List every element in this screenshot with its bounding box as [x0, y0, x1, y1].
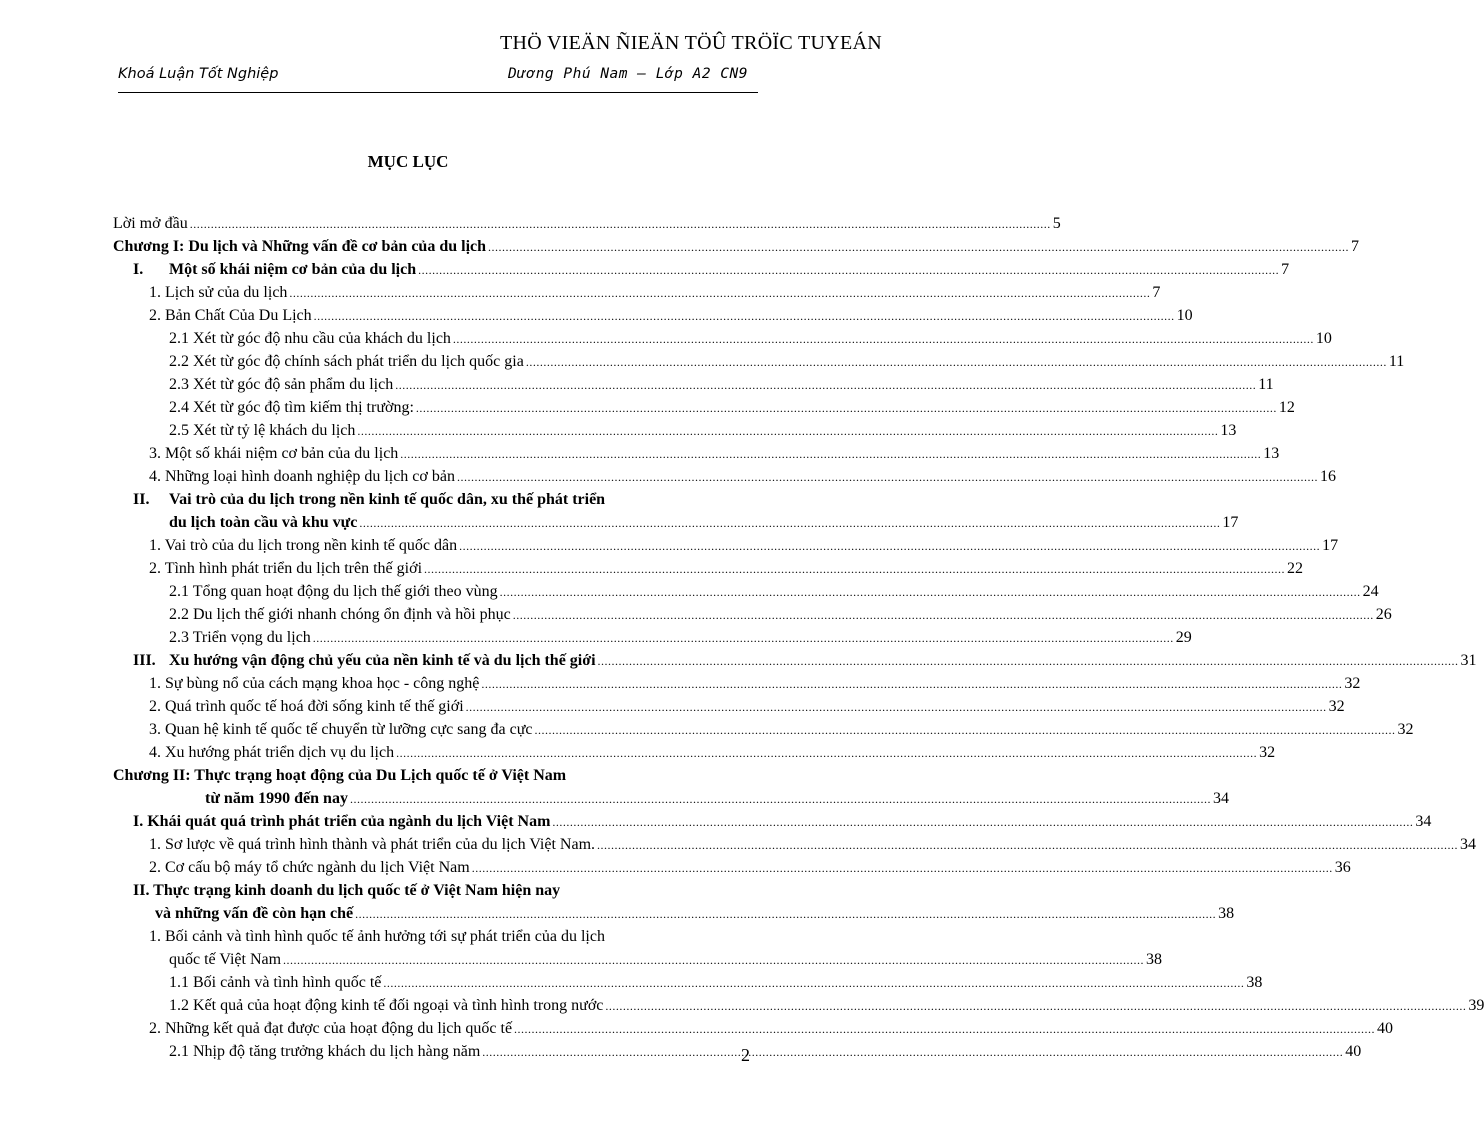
toc-entry-page: 17 — [1322, 537, 1339, 554]
toc-entry-page: 38 — [1218, 905, 1235, 922]
toc-entry — [149, 695, 1345, 718]
toc-entry-page: 24 — [1362, 583, 1379, 600]
toc-entry — [149, 304, 1193, 327]
toc-entry-page: 32 — [1259, 744, 1276, 761]
toc-entry — [155, 902, 1235, 925]
toc-entry — [133, 649, 1477, 672]
toc-entry-page: 38 — [1146, 951, 1163, 968]
toc-entry-title: 2.1 Xét từ góc độ nhu cầu của khách du lịch — [169, 330, 451, 347]
toc-entry — [205, 787, 1229, 810]
toc-entry-title: Chương I: Du lịch và Những vấn đề cơ bản của du lịch — [113, 238, 487, 255]
toc-entry-title: III. Xu hướng vận động chủ yếu của nền kinh tế và du lịch thế giới — [133, 649, 596, 672]
toc-entry-page: 22 — [1287, 560, 1304, 577]
toc-entry-page: 16 — [1319, 468, 1336, 485]
toc-leader-dots — [424, 558, 1285, 581]
toc-leader-dots — [383, 972, 1244, 995]
toc-entry-title: 4. Những loại hình doanh nghiệp du lịch cơ bản — [149, 468, 455, 485]
toc-entry — [149, 1017, 1394, 1040]
toc-entry-title: 2. Cơ cấu bộ máy tổ chức ngành du lịch Việt Nam — [149, 859, 470, 876]
page-title: MỤC LỤC — [367, 152, 449, 171]
toc-entry-title: 3. Một số khái niệm cơ bản của du lịch — [149, 445, 399, 462]
toc-entry — [133, 810, 1432, 833]
toc-entry-page: 13 — [1220, 422, 1237, 439]
toc-leader-dots — [526, 351, 1387, 374]
toc-entry-title: 1. Lịch sử của du lịch — [149, 284, 288, 301]
toc-entry — [149, 281, 1161, 304]
toc-leader-dots — [605, 995, 1466, 1018]
toc-entry — [149, 465, 1336, 488]
toc-entry — [169, 580, 1379, 603]
toc-leader-dots — [359, 512, 1220, 535]
toc-entry-page: 10 — [1315, 330, 1332, 347]
toc-entry-title: 2.3 Xét từ góc độ sản phẩm du lịch — [169, 376, 394, 393]
toc-leader-dots — [283, 949, 1144, 972]
toc-entry-page: 11 — [1388, 353, 1405, 370]
toc-entry-title: 2.2 Xét từ góc độ chính sách phát triển du lịch quốc gia — [169, 353, 524, 370]
toc-entry — [149, 741, 1276, 764]
toc-leader-dots — [418, 259, 1279, 282]
toc-entry-title: 1. Sơ lược về quá trình hình thành và phát triển của du lịch Việt Nam. — [149, 836, 596, 853]
toc-entry — [169, 603, 1392, 626]
page-number: 2 — [741, 1045, 750, 1065]
toc-leader-dots — [457, 466, 1318, 489]
toc-leader-dots — [488, 236, 1349, 259]
toc-leader-dots — [395, 374, 1256, 397]
toc-entry-page: 38 — [1246, 974, 1263, 991]
toc-entry-title: từ năm 1990 đến nay — [205, 790, 348, 807]
toc-entry-page: 29 — [1175, 629, 1192, 646]
toc-entry-page: 31 — [1460, 652, 1477, 669]
toc-entry-page: 7 — [1152, 284, 1161, 301]
toc-entry — [149, 925, 750, 948]
toc-entry-title: 2.1 Nhịp độ tăng trưởng khách du lịch hàng năm — [169, 1043, 481, 1060]
toc-entry-page: 12 — [1278, 399, 1295, 416]
toc-entry-title: quốc tế Việt Nam — [169, 951, 282, 968]
toc-leader-dots — [500, 581, 1361, 604]
toc-entry-title: 2.1 Tổng quan hoạt động du lịch thế giới theo vùng — [169, 583, 498, 600]
toc-entry-title: 1. Sự bùng nổ của cách mạng khoa học - công nghệ — [149, 675, 480, 692]
toc-entry-page: 40 — [1345, 1043, 1362, 1060]
toc-entry-page: 10 — [1176, 307, 1193, 324]
toc-entry-page: 13 — [1263, 445, 1280, 462]
toc-leader-dots — [466, 696, 1327, 719]
toc-leader-dots — [597, 834, 1458, 857]
toc-leader-dots — [289, 282, 1150, 305]
running-header-right: Dương Phú Nam – Lớp A2 CN9 — [508, 66, 748, 82]
toc-entry — [149, 557, 1304, 580]
toc-leader-dots — [416, 397, 1277, 420]
toc-leader-dots — [472, 857, 1333, 880]
toc-leader-dots — [482, 1041, 1343, 1064]
running-header-left: Khoá Luận Tốt Nghiệp — [118, 66, 279, 82]
toc-leader-dots — [534, 719, 1395, 742]
toc-entry — [149, 833, 1477, 856]
toc-leader-dots — [357, 420, 1218, 443]
toc-entry-title: II. Vai trò của du lịch trong nền kinh tế quốc dân, xu thế phát triển — [133, 488, 605, 511]
toc-entry-title: 2.2 Du lịch thế giới nhanh chóng ổn định và hồi phục — [169, 606, 511, 623]
toc-leader-dots — [190, 213, 1051, 236]
toc-entry-title: I. Khái quát quá trình phát triển của ngành du lịch Việt Nam — [133, 813, 551, 830]
toc-entry-number: II. — [133, 491, 150, 508]
toc-entry — [169, 511, 1239, 534]
toc-entry — [169, 327, 1332, 350]
toc-entry-page: 34 — [1212, 790, 1229, 807]
toc-entry-page: 36 — [1334, 859, 1351, 876]
toc-leader-dots — [514, 1018, 1375, 1041]
toc-leader-dots — [453, 328, 1314, 351]
toc-leader-dots — [313, 627, 1174, 650]
toc-entry — [169, 971, 1263, 994]
toc-leader-dots — [350, 788, 1211, 811]
toc-entry-page: 32 — [1344, 675, 1361, 692]
toc-entry — [113, 212, 1061, 235]
toc-entry — [133, 488, 750, 511]
toc-entry-title: 2. Tình hình phát triển du lịch trên thế giới — [149, 560, 423, 577]
toc-entry-title: 2.4 Xét từ góc độ tìm kiếm thị trường: — [169, 399, 414, 416]
toc-entry-page: 32 — [1397, 721, 1414, 738]
toc-entry-title: 3. Quan hệ kinh tế quốc tế chuyển từ lưỡng cực sang đa cực — [149, 721, 533, 738]
toc-entry — [169, 419, 1237, 442]
toc-entry-page: 34 — [1415, 813, 1432, 830]
toc-entry-title: Lời mở đầu — [113, 215, 188, 232]
toc-entry-page: 17 — [1222, 514, 1239, 531]
toc-entry-title: 2.5 Xét từ tỷ lệ khách du lịch — [169, 422, 356, 439]
toc-entry — [169, 948, 1163, 971]
toc-leader-dots — [459, 535, 1320, 558]
toc-entry-number: I. — [133, 261, 144, 278]
toc-entry-page: 7 — [1351, 238, 1360, 255]
toc-entry-title: du lịch toàn cầu và khu vực — [169, 514, 358, 531]
toc-entry-title: 1. Vai trò của du lịch trong nền kinh tế quốc dân — [149, 537, 458, 554]
toc-entry-title: 1.2 Kết quả của hoạt động kinh tế đối ngoại và tình hình trong nước — [169, 997, 604, 1014]
toc-entry — [113, 235, 1360, 258]
toc-entry-title: 1. Bối cảnh và tình hình quốc tế ảnh hưởng tới sự phát triển của du lịch — [149, 928, 605, 945]
toc-entry-title: 2. Bản Chất Của Du Lịch — [149, 307, 312, 324]
toc-entry-title: và những vấn đề còn hạn chế — [155, 905, 354, 922]
toc-entry — [169, 994, 1484, 1017]
toc-leader-dots — [314, 305, 1175, 328]
toc-entry — [133, 879, 750, 902]
toc-leader-dots — [598, 650, 1459, 673]
toc-entry-title: I. Một số khái niệm cơ bản của du lịch — [133, 258, 416, 281]
toc-entry — [169, 350, 1405, 373]
toc-entry-page: 7 — [1281, 261, 1290, 278]
toc-entry — [113, 764, 750, 787]
toc-entry-page: 39 — [1468, 997, 1484, 1014]
toc-entry — [169, 626, 1192, 649]
toc-entry-title: 2. Quá trình quốc tế hoá đời sống kinh tế thế giới — [149, 698, 464, 715]
toc-entry — [149, 672, 1361, 695]
toc-entry-page: 32 — [1328, 698, 1345, 715]
toc-entry — [149, 442, 1280, 465]
running-header — [118, 62, 758, 93]
toc-leader-dots — [513, 604, 1374, 627]
toc-entry-title: Chương II: Thực trạng hoạt động của Du Lịch quốc tế ở Việt Nam — [113, 767, 567, 784]
toc-entry — [149, 718, 1414, 741]
toc-entry-title: 4. Xu hướng phát triển dịch vụ du lịch — [149, 744, 395, 761]
toc-leader-dots — [552, 811, 1413, 834]
toc-entry-title: 2. Những kết quả đạt được của hoạt động du lịch quốc tế — [149, 1020, 513, 1037]
toc-leader-dots — [400, 443, 1261, 466]
toc-entry — [169, 373, 1274, 396]
toc-entry-page: 11 — [1258, 376, 1274, 393]
toc-entry — [149, 534, 1339, 557]
toc-entry — [169, 1040, 1362, 1063]
toc-entry — [149, 856, 1351, 879]
site-header: THÖ VIEÄN ÑIEÄN TÖÛ TRÖÏC TUYEÁN — [500, 32, 882, 54]
toc-entry-page: 26 — [1375, 606, 1392, 623]
toc-leader-dots — [396, 742, 1257, 765]
toc-entry — [133, 258, 1290, 281]
toc-entry-page: 5 — [1052, 215, 1061, 232]
toc-entry-page: 34 — [1460, 836, 1477, 853]
toc-leader-dots — [481, 673, 1342, 696]
toc-entry-title: 2.3 Triển vọng du lịch — [169, 629, 311, 646]
toc-entry-title: II. Thực trạng kinh doanh du lịch quốc tế ở Việt Nam hiện nay — [133, 882, 561, 899]
toc-leader-dots — [355, 903, 1216, 926]
toc-entry-title: 1.1 Bối cảnh và tình hình quốc tế — [169, 974, 382, 991]
toc-entry — [169, 396, 1295, 419]
toc-entry-page: 40 — [1377, 1020, 1394, 1037]
toc-entry-number: III. — [133, 652, 156, 669]
